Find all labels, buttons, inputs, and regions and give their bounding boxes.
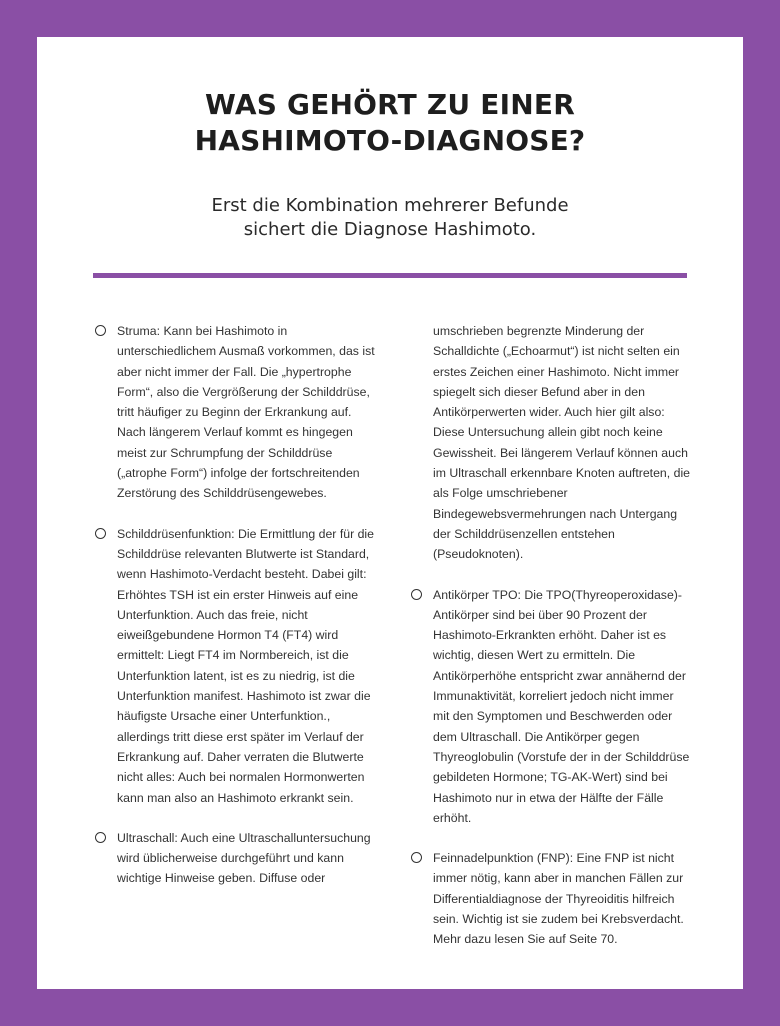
circle-bullet-icon — [95, 528, 106, 539]
list-item-feinnadelpunktion — [409, 848, 693, 949]
list-item-ultraschall — [93, 828, 377, 889]
circle-bullet-icon — [411, 852, 422, 863]
subtitle-line-1: Erst die Kombination mehrerer Befunde — [211, 195, 569, 216]
page-title — [37, 87, 743, 159]
item-text: Schilddrüsenfunktion: Die Ermittlung der für die Schilddrüse relevanten Blutwerte ist Standard, wenn Hashimoto-Verdacht besteht. Dabei gilt: Erhöhtes TSH ist ein erster Hinweis auf eine Unterfunktion. Auch das freie, nicht eiweißgebundene Hormon T4 (FT4) wird ermittelt: Liegt FT4 im Normbereich, ist die Unterfunktion latent, ist es zu niedrig, ist die Unterfunktion manifest. Hashimoto ist zwar die häufigste Ursache einer Unterfunktion., allerdings tritt diese erst später im Verlauf der Erkrankung auf. Daher verraten die Blutwerte nicht alles: Auch bei normalen Hormonwerten kann man also an Hashimoto erkrankt sein. — [117, 526, 374, 805]
title-line-1: WAS GEHÖRT ZU EINER — [205, 88, 575, 121]
item-text: umschrieben begrenzte Minderung der Schalldichte („Echoarmut“) ist nicht selten ein erstes Zeichen einer Hashimoto. Nicht immer spiegelt sich dieser Befund aber in den Antikörperwerten wider. Auch hier gilt also: Diese Untersuchung allein gibt noch keine Gewissheit. Bei längerem Verlauf können auch im Ultraschall erkennbare Knoten auftreten, die als Folge umschriebener Bindegewebsvermehrungen nach Untergang der Schilddrüsenzellen entstehen (Pseudoknoten). — [433, 324, 691, 562]
circle-bullet-icon — [95, 325, 106, 336]
list-item-ultraschall-continued — [409, 321, 693, 565]
right-column — [409, 321, 693, 950]
item-text: Ultraschall: Auch eine Ultraschalluntersuchung wird üblicherweise durchgeführt und kann wichtige Hinweise geben. Diffuse oder — [117, 830, 371, 886]
subtitle-line-2: sichert die Diagnose Hashimoto. — [243, 219, 537, 240]
item-text: Struma: Kann bei Hashimoto in unterschiedlichem Ausmaß vorkommen, das ist aber nicht immer der Fall. Die „hypertrophe Form“, also die Vergrößerung der Schilddrüse, tritt häufiger zu Beginn der Erkrankung auf. Nach längerem Verlauf kommt es hingegen meist zur Schrumpfung der Schilddrüse („atrophe Form“) infolge der fortschreitenden Zerstörung des Schilddrüsengewebes. — [117, 324, 375, 501]
list-item-schilddruesenfunktion — [93, 524, 377, 808]
circle-bullet-icon — [411, 589, 422, 600]
page — [37, 37, 743, 989]
list-item-struma — [93, 321, 377, 504]
divider — [93, 273, 687, 278]
item-text: Antikörper TPO: Die TPO(Thyreoperoxidase)-Antikörper sind bei über 90 Prozent der Hashimoto-Erkrankten erhöht. Daher ist es wichtig, diesen Wert zu ermitteln. Die Antikörperhöhe entspricht zwar annähernd der Immunaktivität, korreliert jedoch nicht immer mit den Symptomen und Beschwerden oder dem Ultraschall. Die Antikörper gegen Thyreoglobulin (Vorstufe der in der Schilddrüse gebildeten Hormone; TG-AK-Wert) sind bei Hashimoto nur in etwa der Hälfte der Fälle erhöht. — [433, 587, 690, 825]
title-line-2: HASHIMOTO-DIAGNOSE? — [194, 124, 586, 157]
list-item-antikoerper-tpo — [409, 585, 693, 829]
subtitle — [37, 194, 743, 242]
item-text: Feinnadelpunktion (FNP): Eine FNP ist nicht immer nötig, kann aber in manchen Fällen zur Differentialdiagnose der Thyreoiditis hilfreich sein. Wichtig ist sie zudem bei Krebsverdacht. Mehr dazu lesen Sie auf Seite 70. — [433, 851, 684, 947]
circle-bullet-icon — [95, 832, 106, 843]
left-column — [93, 321, 377, 889]
